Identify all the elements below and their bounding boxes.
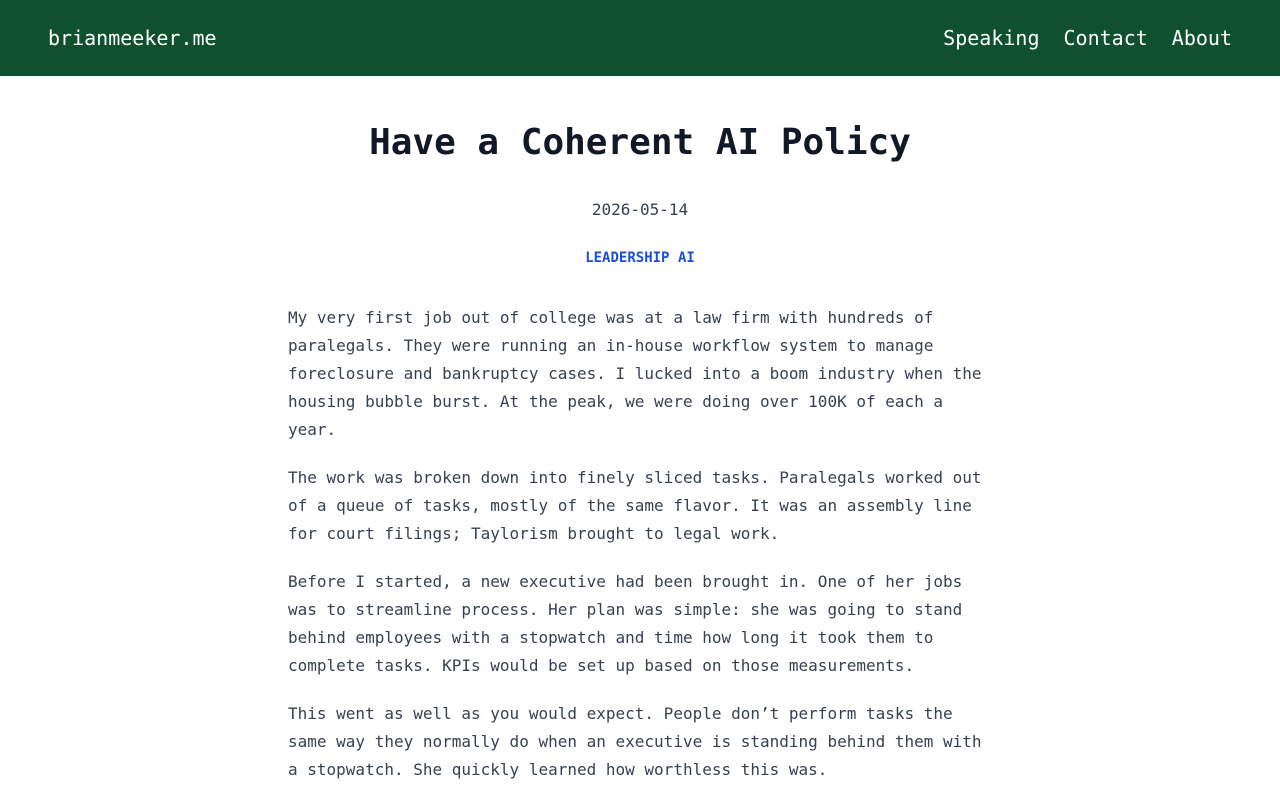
nav-link-speaking[interactable]: Speaking [943,26,1040,50]
paragraph: The work was broken down into finely sliced tasks. Paralegals worked out of a queue of tasks, mostly of the same flavor. It was an assembly line for court filings; Taylorism brought to legal work. [288,468,982,543]
paragraph: My very first job out of college was at a law firm with hundreds of paralegals. They were running an in-house workflow system to manage foreclosure and bankruptcy cases. I lucked into a boom industry when the housing bubble burst. At the peak, we were doing over 100K of each a year. [288,308,982,439]
site-header [0,0,1280,76]
main-nav [943,26,1232,50]
post-body [288,304,992,804]
tag-ai[interactable]: AI [677,250,695,266]
nav-link-about[interactable]: About [1171,26,1232,50]
post-tags [0,249,1280,267]
site-home-link[interactable]: brianmeeker.me [48,26,217,50]
nav-link-contact[interactable]: Contact [1063,26,1148,50]
post-title: Have a Coherent AI Policy [369,122,911,163]
tag-leadership[interactable]: LEADERSHIP [585,250,670,266]
paragraph: This went as well as you would expect. People don’t perform tasks the same way they normally do when an executive is standing behind them with a stopwatch. She quickly learned how worthless this was. [288,704,982,779]
post-date: 2026-05-14 [591,200,689,219]
paragraph: Before I started, a new executive had been brought in. One of her jobs was to streamline process. Her plan was simple: she was going to stand behind employees with a stopwatch and time how long it took them to complete tasks. KPIs would be set up based on those measurements. [288,572,963,675]
